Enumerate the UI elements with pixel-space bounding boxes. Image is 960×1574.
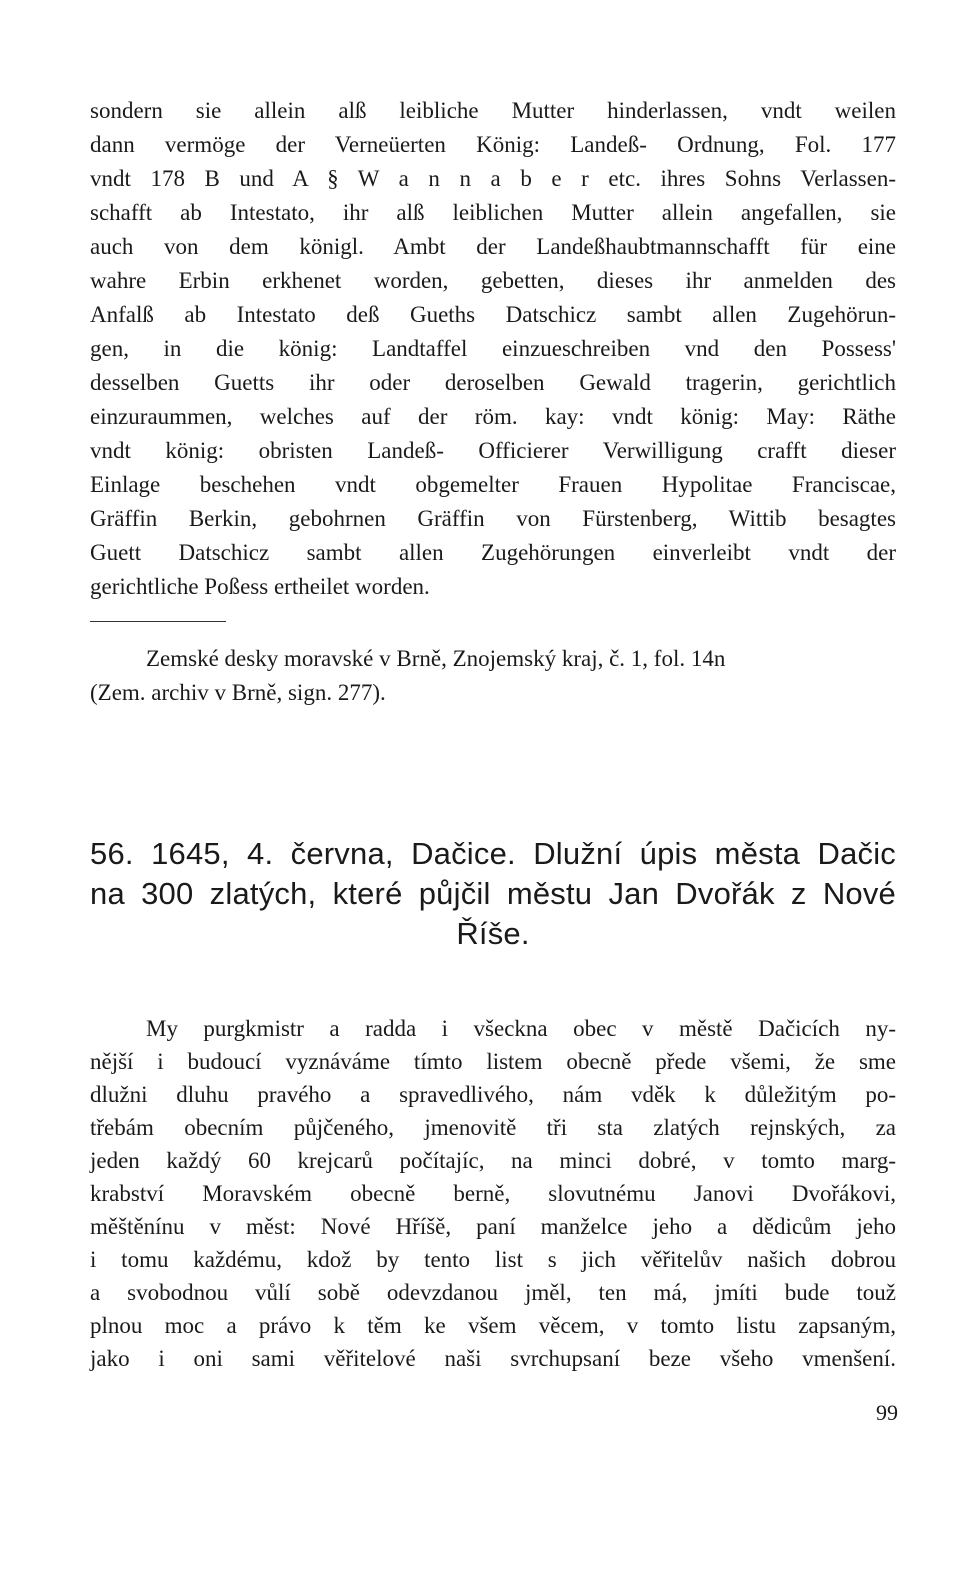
paragraph-line: sondern sie allein alß leibliche Mutter hinderlassen, vndt weilen xyxy=(90,98,896,123)
german-paragraph xyxy=(90,94,896,604)
page-number: 99 xyxy=(876,1400,898,1425)
charter-text xyxy=(90,1012,896,1375)
charter-line: My purgkmistr a radda i všeckna obec v městě Dačicích ny- xyxy=(146,1016,896,1041)
section-divider xyxy=(90,621,226,622)
document-page xyxy=(90,94,896,1375)
paragraph-line: vndt 178 B und A § W a n n a b e r etc. ihres Sohns Verlassen- xyxy=(90,166,896,191)
source-citation xyxy=(90,642,896,710)
charter-line: a svobodnou vůlí sobě odevzdanou jměl, ten má, jmíti bude touž xyxy=(90,1280,896,1305)
heading-line: 56. 1645, 4. června, Dačice. Dlužní úpis města Dačic xyxy=(90,836,896,871)
paragraph-line: gerichtliche Poßess ertheilet worden. xyxy=(90,574,430,599)
paragraph-line: dann vermöge der Verneüerten König: Landeß- Ordnung, Fol. 177 xyxy=(90,132,896,157)
charter-line: krabství Moravském obecně berně, slovutnému Janovi Dvořákovi, xyxy=(90,1181,896,1206)
paragraph-line: wahre Erbin erkhenet worden, gebetten, dieses ihr anmelden des xyxy=(90,268,896,293)
paragraph-line: einzuraummen, welches auf der röm. kay: vndt könig: May: Räthe xyxy=(90,404,896,429)
charter-line: jako i oni sami věřitelové naši svrchupsaní beze všeho vmenšení. xyxy=(90,1346,896,1371)
heading-line: Říše. xyxy=(456,916,530,951)
charter-line: dlužni dluhu pravého a spravedlivého, nám vděk k důležitým po- xyxy=(90,1082,896,1107)
citation-line: (Zem. archiv v Brně, sign. 277). xyxy=(90,680,386,705)
paragraph-line: vndt könig: obristen Landeß- Officierer Verwilligung crafft dieser xyxy=(90,438,896,463)
paragraph-line: gen, in die könig: Landtaffel einzueschreiben vnd den Possess' xyxy=(90,336,896,361)
paragraph-line: schafft ab Intestato, ihr alß leiblichen Mutter allein angefallen, sie xyxy=(90,200,896,225)
charter-line: i tomu každému, kdož by tento list s jich věřitelův našich dobrou xyxy=(90,1247,896,1272)
charter-line: plnou moc a právo k těm ke všem věcem, v tomto listu zapsaným, xyxy=(90,1313,896,1338)
citation-line: Zemské desky moravské v Brně, Znojemský kraj, č. 1, fol. 14n xyxy=(146,646,726,671)
charter-line: měštěnínu v měst: Nové Hříšě, paní manželce jeho a dědicům jeho xyxy=(90,1214,896,1239)
charter-line: třebám obecním půjčeného, jmenovitě tři sta zlatých rejnských, za xyxy=(90,1115,896,1140)
heading-line: na 300 zlatých, které půjčil městu Jan Dvořák z Nové xyxy=(90,876,896,911)
paragraph-line: auch von dem königl. Ambt der Landeßhaubtmannschafft für eine xyxy=(90,234,896,259)
paragraph-line: Guett Datschicz sambt allen Zugehörungen einverleibt vndt der xyxy=(90,540,896,565)
paragraph-line: desselben Guetts ihr oder deroselben Gewald tragerin, gerichtlich xyxy=(90,370,896,395)
charter-line: nější i budoucí vyznáváme tímto listem obecně přede všemi, že sme xyxy=(90,1049,896,1074)
document-heading xyxy=(90,834,896,954)
paragraph-line: Einlage beschehen vndt obgemelter Frauen Hypolitae Franciscae, xyxy=(90,472,896,497)
charter-line: jeden každý 60 krejcarů počítajíc, na minci dobré, v tomto marg- xyxy=(90,1148,896,1173)
paragraph-line: Anfalß ab Intestato deß Gueths Datschicz sambt allen Zugehörun- xyxy=(90,302,896,327)
paragraph-line: Gräffin Berkin, gebohrnen Gräffin von Fürstenberg, Wittib besagtes xyxy=(90,506,896,531)
